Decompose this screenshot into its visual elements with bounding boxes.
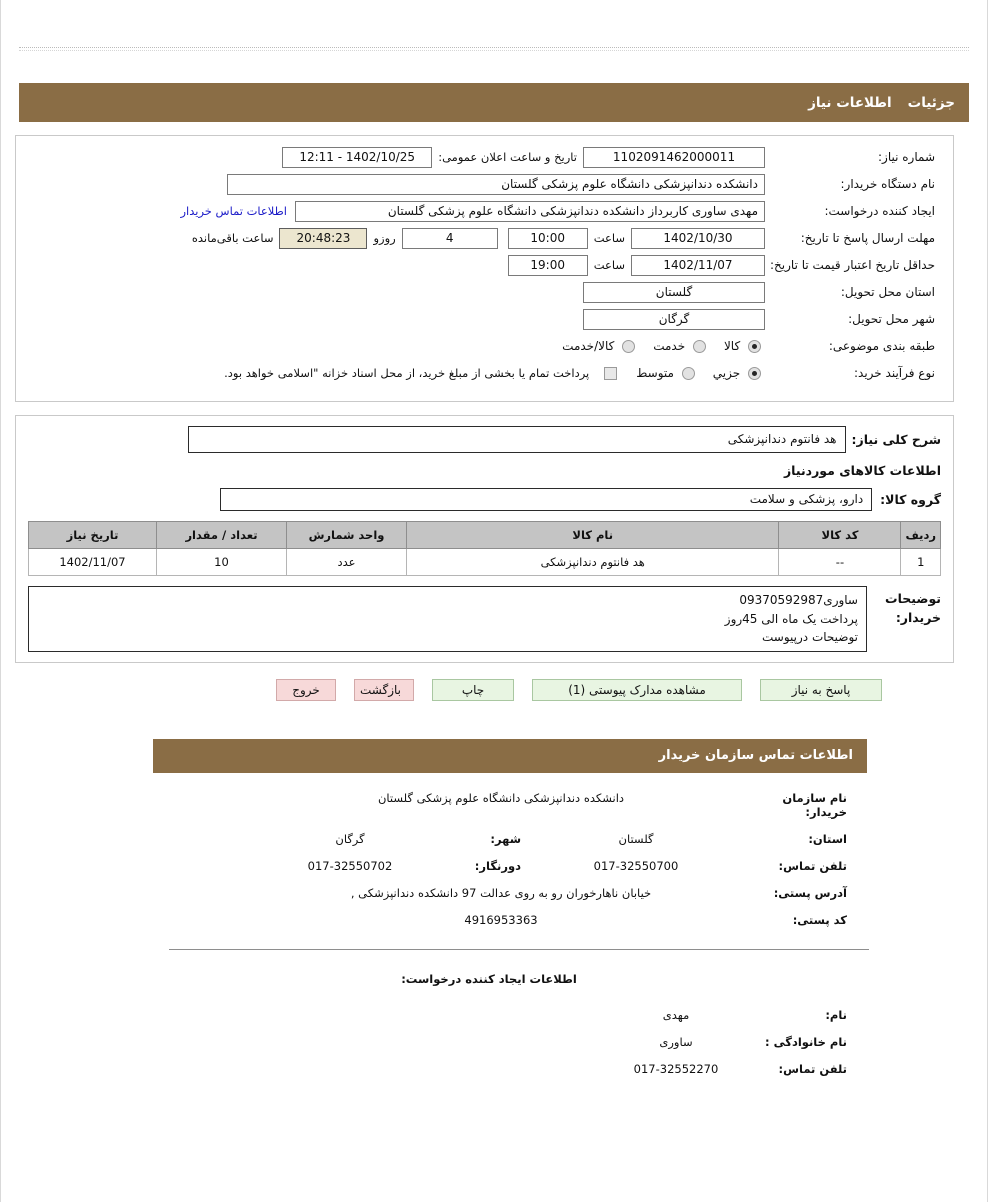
cell-name: هد فانتوم دندانپزشکی <box>407 549 779 576</box>
deadline-date: 1402/10/30 <box>631 228 765 249</box>
process-option-minor[interactable] <box>713 366 765 380</box>
contact-province-value: گلستان <box>618 831 654 846</box>
process-option-minor-label: جزيي <box>712 366 741 380</box>
radio-service-icon[interactable] <box>693 340 706 353</box>
col-qty: تعداد / مقدار <box>157 522 287 549</box>
col-code: کد کالا <box>779 522 901 549</box>
cell-date: 1402/11/07 <box>29 549 157 576</box>
buyer-note-line: ساوری09370592987 <box>739 593 858 607</box>
section-divider <box>169 949 869 950</box>
row-contact-province <box>171 832 847 846</box>
cell-qty: 10 <box>157 549 287 576</box>
contact-city-label: شهر: <box>490 831 521 846</box>
row-city <box>28 308 941 330</box>
exit-button[interactable]: خروج <box>276 679 336 701</box>
category-option-service-label: خدمت <box>653 339 686 353</box>
contact-section <box>171 791 847 927</box>
goods-table <box>28 521 941 576</box>
row-category <box>28 335 941 357</box>
radio-goods-service-icon[interactable] <box>622 340 635 353</box>
countdown-timer: 20:48:23 <box>279 228 367 249</box>
category-label: طبقه بندی موضوعی: <box>828 338 935 353</box>
treasury-checkbox[interactable] <box>604 367 617 380</box>
col-unit: واحد شمارش <box>287 522 407 549</box>
creator-section <box>331 1008 847 1076</box>
buyer-note-line: پرداخت یک ماه الی 45روز <box>724 611 858 626</box>
category-option-goods[interactable] <box>724 339 765 353</box>
contact-province-label: استان: <box>808 831 847 846</box>
process-option-medium[interactable] <box>636 366 699 380</box>
radio-minor-icon[interactable] <box>748 367 761 380</box>
deadline-label: مهلت ارسال پاسخ تا تاریخ: <box>800 230 935 245</box>
contact-address-label: آدرس پستی: <box>773 885 847 900</box>
row-buyer-org <box>28 173 941 195</box>
buyer-org-label: نام دستگاه خریدار: <box>840 176 935 191</box>
goods-section-title: اطلاعات کالاهای موردنیاز <box>783 463 941 478</box>
cell-radif: 1 <box>901 549 941 576</box>
row-general-desc <box>28 426 941 453</box>
category-option-goods-service[interactable] <box>562 339 639 353</box>
contact-banner-title: اطلاعات تماس سازمان خریدار <box>658 748 853 764</box>
creator-last-name-label: نام خانوادگی : <box>765 1034 847 1049</box>
city-value: گرگان <box>583 309 765 330</box>
row-contact-address <box>171 886 847 900</box>
province-value: گلستان <box>583 282 765 303</box>
contact-phone-label: تلفن تماس: <box>778 858 847 873</box>
page-banner <box>19 83 969 122</box>
contact-phone-value: 017-32550700 <box>593 858 679 873</box>
contact-org-value: دانشکده دندانپزشکی دانشگاه علوم پزشکی گلستان <box>377 790 625 805</box>
need-info-panel <box>15 135 954 402</box>
contact-address-value: خیابان ناهارخوران رو به روی عدالت 97 دانشکده دندانپزشکی , <box>350 885 652 900</box>
col-date: تاریخ نیاز <box>29 522 157 549</box>
creator-last-name-value: ساوری <box>659 1034 693 1049</box>
row-contact-postcode <box>171 913 847 927</box>
contact-city-value: گرگان <box>335 831 365 846</box>
contact-postcode-label: کد پستی: <box>792 912 847 927</box>
province-label: استان محل تحویل: <box>840 284 935 299</box>
remaining-days: 4 <box>402 228 498 249</box>
row-province <box>28 281 941 303</box>
buyer-org-value: دانشکده دندانپزشکی دانشگاه علوم پزشکی گلستان <box>227 174 765 195</box>
row-creator-first-name <box>331 1008 847 1022</box>
print-button[interactable]: چاپ <box>432 679 514 701</box>
contact-fax-label: دورنگار: <box>474 858 521 873</box>
top-divider <box>19 47 969 51</box>
process-option-medium-label: متوسط <box>636 366 674 380</box>
row-contact-org <box>171 791 847 819</box>
buyer-notes-label: توضیحات خریدار: <box>885 591 941 625</box>
answer-need-button[interactable]: پاسخ به نیاز <box>760 679 882 701</box>
contact-banner <box>153 739 867 773</box>
row-process-type <box>28 362 941 384</box>
group-value: دارو، پزشکی و سلامت <box>220 488 872 511</box>
need-number-value: 1102091462000011 <box>583 147 765 168</box>
radio-goods-icon[interactable] <box>748 340 761 353</box>
validity-time: 19:00 <box>508 255 588 276</box>
category-option-goods-label: کالا <box>723 339 741 353</box>
goods-details-panel <box>15 415 954 663</box>
table-header-row <box>29 522 941 549</box>
action-button-bar <box>1 679 987 701</box>
contact-fax-value: 017-32550702 <box>307 858 393 873</box>
buyer-notes <box>28 586 941 652</box>
table-row <box>29 549 941 576</box>
top-spacer <box>1 0 987 47</box>
row-validity <box>28 254 941 276</box>
need-number-label: شماره نیاز: <box>878 149 935 164</box>
row-creator-phone <box>331 1062 847 1076</box>
creator-phone-label: تلفن تماس: <box>778 1061 847 1076</box>
remaining-hours-label: ساعت باقی‌مانده <box>191 231 274 245</box>
radio-medium-icon[interactable] <box>682 367 695 380</box>
creator-section-title: اطلاعات ایجاد کننده درخواست: <box>401 971 577 986</box>
announce-value: 1402/10/25 - 12:11 <box>282 147 432 168</box>
group-label: گروه کالا: <box>880 492 941 507</box>
cell-code: -- <box>779 549 901 576</box>
treasury-note: پرداخت تمام یا بخشی از مبلغ خرید، از محل اسناد خزانه "اسلامی خواهد بود. <box>224 366 590 380</box>
general-desc-label: شرح کلی نیاز: <box>851 432 941 447</box>
validity-label: حداقل تاریخ اعتبار قیمت تا تاریخ: <box>769 257 935 272</box>
category-option-service[interactable] <box>653 339 710 353</box>
buyer-note-line: توضیحات درپیوست <box>762 630 858 645</box>
row-contact-phone <box>171 859 847 873</box>
validity-date: 1402/11/07 <box>631 255 765 276</box>
row-creator-last-name <box>331 1035 847 1049</box>
validity-hour-label: ساعت <box>593 258 625 272</box>
creator-label: ایجاد کننده درخواست: <box>824 203 935 218</box>
contact-postcode-value: 4916953363 <box>464 912 538 927</box>
view-attachments-button[interactable]: مشاهده مدارک پیوستی (1) <box>532 679 742 701</box>
row-deadline <box>28 227 941 249</box>
days-word: روزو <box>373 231 396 245</box>
breadcrumb-details[interactable]: جزئیات <box>907 94 955 111</box>
category-option-goods-service-label: کالا/خدمت <box>562 339 615 353</box>
city-label: شهر محل تحویل: <box>848 311 935 326</box>
col-name: نام کالا <box>407 522 779 549</box>
col-radif: ردیف <box>901 522 941 549</box>
buyer-contact-link[interactable]: اطلاعات تماس خریدار <box>180 204 287 218</box>
row-goods-group <box>28 488 941 511</box>
creator-first-name-label: نام: <box>825 1007 847 1022</box>
buyer-notes-box <box>28 586 867 652</box>
contact-org-label: نام سازمان خریدار: <box>782 790 847 819</box>
row-need-number <box>28 146 941 168</box>
page-title: اطلاعات نیاز <box>808 94 892 111</box>
row-creator <box>28 200 941 222</box>
deadline-hour-label: ساعت <box>593 231 625 245</box>
deadline-time: 10:00 <box>508 228 588 249</box>
creator-phone-value: 017-32552270 <box>633 1061 719 1076</box>
creator-first-name-value: مهدی <box>662 1007 690 1022</box>
back-button[interactable]: بازگشت <box>354 679 414 701</box>
general-desc-value: هد فانتوم دندانپزشکی <box>188 426 846 453</box>
process-label: نوع فرآیند خرید: <box>854 365 935 380</box>
announce-label: تاریخ و ساعت اعلان عمومی: <box>438 150 577 164</box>
cell-unit: عدد <box>287 549 407 576</box>
creator-value: مهدی ساوری کاربرداز دانشکده دندانپزشکی دانشگاه علوم پزشکی گلستان <box>295 201 765 222</box>
